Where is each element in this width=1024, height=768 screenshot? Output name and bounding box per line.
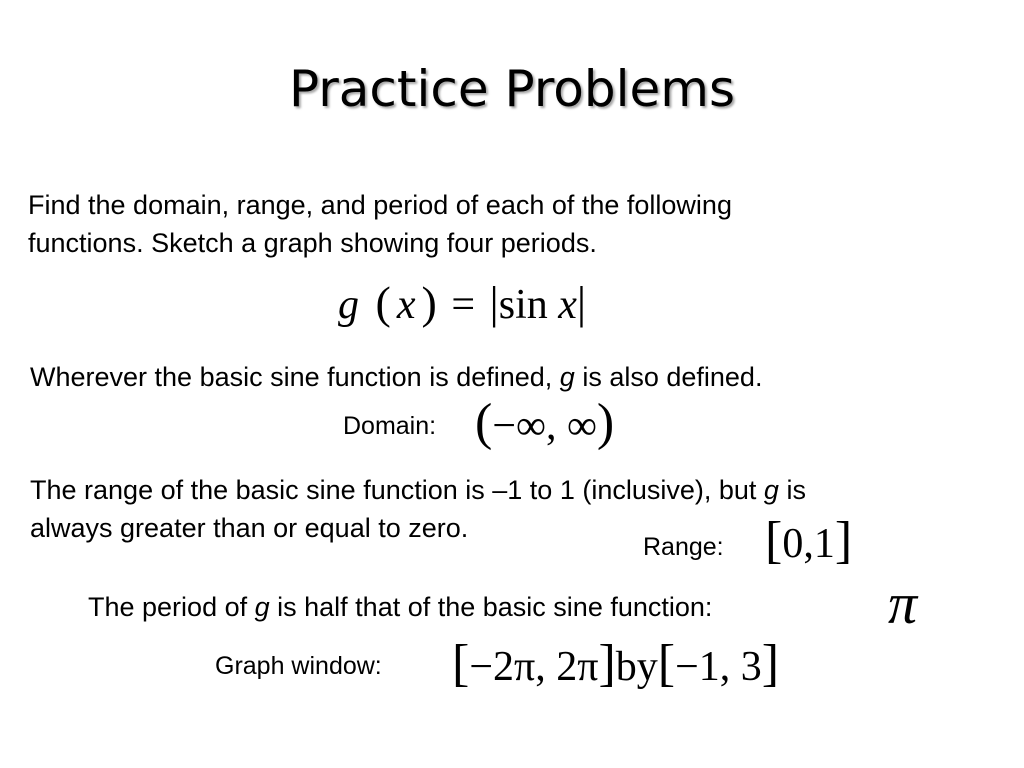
sin-text: sin	[498, 282, 548, 328]
domain-open-paren: (	[475, 394, 493, 451]
y-max: 3	[740, 644, 762, 690]
domain-lower: −∞	[492, 403, 546, 449]
function-variable: x	[396, 282, 416, 328]
x-close-bracket: ]	[598, 635, 616, 692]
y-comma: ,	[719, 644, 731, 690]
range-interval	[765, 512, 853, 569]
abs-bar-left: |	[489, 277, 499, 328]
domain-label: Domain:	[343, 412, 437, 440]
by-text: by	[615, 644, 658, 690]
slide-title: Practice Problems	[288, 60, 736, 118]
period-value: π	[888, 571, 918, 636]
sin-argument: x	[558, 282, 577, 328]
function-name: g	[338, 282, 359, 328]
abs-bar-right: |	[576, 277, 587, 328]
range-open-bracket: [	[765, 512, 783, 569]
domain-sentence: Wherever the basic sine function is defined, g is also defined.	[30, 362, 763, 392]
function-equation: g ( x ) = |sin x|	[338, 277, 587, 328]
intro-line-1: Find the domain, range, and period of each of the following	[28, 190, 732, 220]
graph-window-interval	[452, 635, 780, 692]
domain-close-paren: )	[596, 394, 615, 451]
domain-comma: ,	[545, 403, 557, 449]
graph-window-label: Graph window:	[215, 652, 382, 680]
range-upper: 1	[813, 521, 835, 567]
period-sentence: The period of g is half that of the basic sine function:	[88, 592, 713, 622]
y-open-bracket: [	[657, 635, 676, 692]
range-lower: 0	[782, 521, 804, 567]
x-max: 2π	[556, 644, 599, 690]
range-comma: ,	[803, 521, 814, 567]
range-sentence-line-1: The range of the basic sine function is –1 to 1 (inclusive), but g is	[30, 475, 806, 505]
x-open-bracket: [	[452, 635, 470, 692]
range-label: Range:	[643, 533, 724, 561]
range-sentence-line-2: always greater than or equal to zero.	[30, 513, 469, 543]
x-comma: ,	[535, 644, 546, 690]
domain-interval	[475, 394, 615, 451]
domain-upper: ∞	[566, 403, 597, 449]
y-close-bracket: ]	[761, 635, 780, 692]
intro-line-2: functions. Sketch a graph showing four periods.	[28, 228, 597, 258]
y-min: −1	[675, 644, 720, 690]
x-min: −2π	[469, 644, 536, 690]
equals-sign: =	[451, 282, 475, 328]
range-close-bracket: ]	[834, 512, 853, 569]
